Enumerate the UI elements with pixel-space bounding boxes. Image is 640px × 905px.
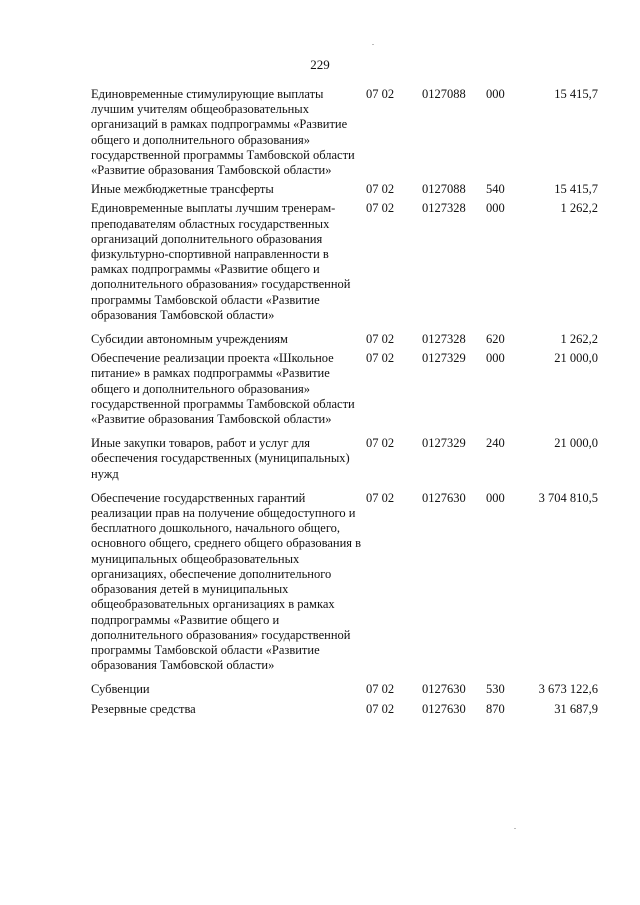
row-expense-type: 870: [486, 701, 505, 716]
table-row: [91, 351, 598, 436]
row-name: Резервные средства: [91, 701, 196, 716]
row-section: 07 02: [366, 351, 395, 366]
row-name: Обеспечение государственных гарантий реализации прав на получение общедоступного и бесплатного дошкольного, начального общего, основного общего, среднего общего образования в муниципальных общеобразовательных организациях, обеспечение дополнительного образования детей в муниципальных общеобразовательных организациях в рамках подпрограммы «Развитие общего и дополнительного образования» государственной программы Тамбовской области «Развитие образования Тамбовской области»: [91, 490, 362, 673]
row-name: Иные межбюджетные трансферты: [91, 182, 274, 197]
row-target-article: 0127329: [422, 436, 466, 451]
row-amount: 21 000,0: [554, 351, 598, 366]
table-row: [91, 702, 598, 717]
row-name: Субвенции: [91, 682, 150, 697]
row-target-article: 0127328: [422, 332, 466, 347]
row-name: Единовременные стимулирующие выплаты лучшим учителям общеобразовательных организаций в рамках подпрограммы «Развитие общего и дополнительного образования» государственной программы Тамбовской области «Развитие образования Тамбовской области»: [91, 87, 355, 178]
row-amount: 1 262,2: [560, 201, 598, 216]
budget-table: [91, 87, 598, 717]
row-section: 07 02: [366, 332, 395, 347]
row-section: 07 02: [366, 701, 395, 716]
row-expense-type: 240: [486, 436, 505, 451]
row-expense-type: 000: [486, 87, 505, 101]
row-amount: 3 704 810,5: [538, 490, 598, 505]
row-target-article: 0127329: [422, 351, 466, 366]
row-expense-type: 540: [486, 182, 505, 197]
row-expense-type: 000: [486, 490, 505, 505]
row-target-article: 0127088: [422, 87, 466, 101]
scan-speck: [514, 828, 516, 829]
row-target-article: 0127630: [422, 701, 466, 716]
row-target-article: 0127088: [422, 182, 466, 197]
row-expense-type: 530: [486, 682, 505, 697]
row-name: Субсидии автономным учреждениям: [91, 332, 288, 347]
row-target-article: 0127630: [422, 682, 466, 697]
table-row: [91, 182, 598, 201]
table-row: [91, 436, 598, 491]
row-section: 07 02: [366, 436, 395, 451]
table-row: [91, 332, 598, 351]
row-expense-type: 000: [486, 201, 505, 216]
table-row: [91, 201, 598, 332]
row-section: 07 02: [366, 182, 395, 197]
row-amount: 1 262,2: [560, 332, 598, 347]
row-target-article: 0127328: [422, 201, 466, 216]
row-section: 07 02: [366, 87, 395, 101]
row-target-article: 0127630: [422, 490, 466, 505]
scan-speck: [372, 44, 374, 45]
row-amount: 21 000,0: [554, 436, 598, 451]
row-section: 07 02: [366, 490, 395, 505]
row-name: Обеспечение реализации проекта «Школьное питание» в рамках подпрограммы «Развитие общего и дополнительного образования» государственной программы Тамбовской области «Развитие образования Тамбовской области»: [91, 351, 355, 427]
row-section: 07 02: [366, 201, 395, 216]
row-name: Иные закупки товаров, работ и услуг для обеспечения государственных (муниципальных) нужд: [91, 436, 350, 481]
row-name: Единовременные выплаты лучшим тренерам-преподавателям областных государственных организаций дополнительного образования физкультурно-спортивной направленности в рамках подпрограммы «Развитие общего и дополнительного образования» государственной программы Тамбовской области «Развитие образования Тамбовской области»: [91, 201, 351, 322]
row-amount: 15 415,7: [554, 87, 598, 101]
page-number: 229: [310, 57, 330, 72]
row-amount: 3 673 122,6: [538, 682, 598, 697]
table-row: [91, 682, 598, 701]
row-amount: 31 687,9: [554, 701, 598, 716]
table-row: [91, 87, 598, 182]
row-expense-type: 000: [486, 351, 505, 366]
row-amount: 15 415,7: [554, 182, 598, 197]
table-row: [91, 491, 598, 682]
row-section: 07 02: [366, 682, 395, 697]
row-expense-type: 620: [486, 332, 505, 347]
